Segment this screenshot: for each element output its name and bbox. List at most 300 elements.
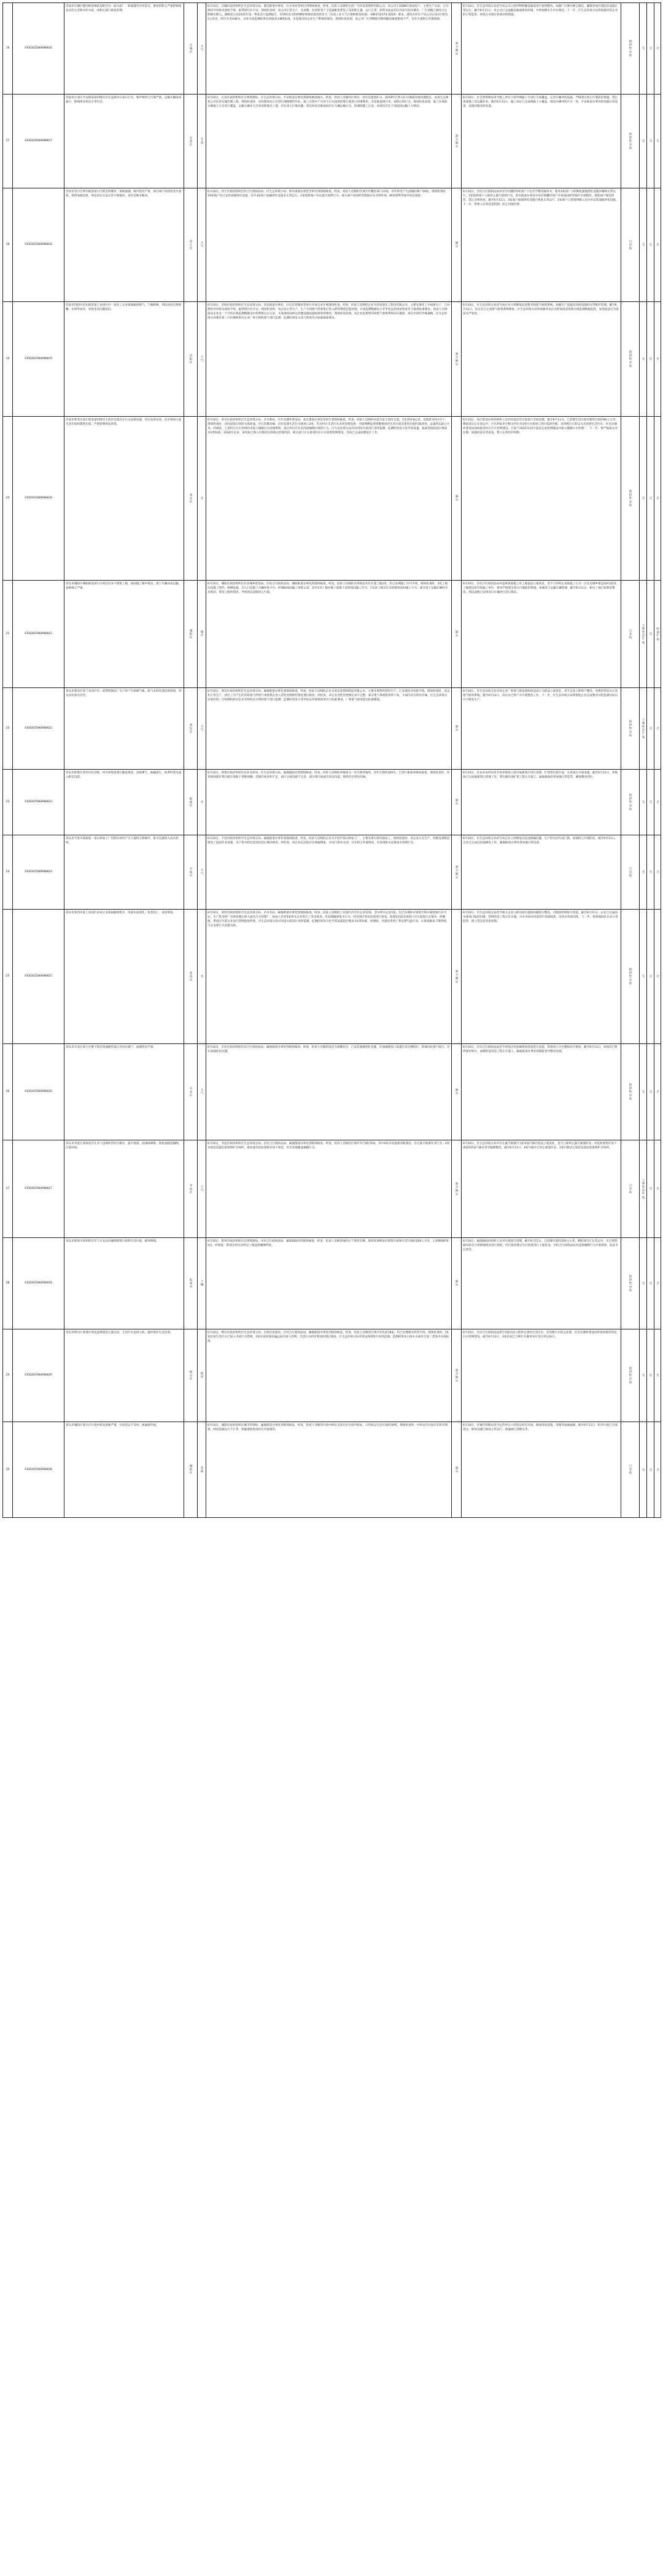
complaint-content-text: 青岛市市北区某小区楼下饭店排油烟管道正对居民窗户，油烟扰民严重。: [66, 1046, 157, 1049]
investigation-result: [206, 835, 452, 909]
truth-status: [452, 688, 462, 769]
truth-status: [452, 1044, 462, 1140]
complaint-content-text: 青岛市崂山区某景区周边违规建设大量民宿，生活污水直排入海，破坏海洋生态环境。: [66, 1331, 173, 1334]
interview-count: [654, 910, 661, 1043]
pollution-type-text: 大气: [200, 45, 204, 52]
row-number: [3, 688, 13, 769]
interview-count-text: 无: [656, 139, 659, 143]
interview-count: [654, 1140, 661, 1237]
administrative-area: [184, 3, 198, 94]
petition-code: [13, 688, 64, 769]
interview-count: [654, 770, 661, 835]
row-number: [3, 188, 13, 301]
rectify-status-text: 阶段性办结: [629, 133, 632, 150]
pollution-type-text: 噪声: [200, 630, 204, 638]
handling-rectification: [462, 3, 621, 94]
interview-count-text: 无: [656, 1282, 659, 1285]
complaint-content: [64, 3, 184, 94]
investigation-result-text: 6月10日，莱西市政府组织市生态环境分局、市水务局、属地街道办事处到现场核查。经查，投诉人反映的工业园区内共有企业12家，其中涉水企业5家，均已办理环评审批手续并取得排污许可证，生产废水经厂内预处理后排入园区污水处理厂。执法人员对5家涉水企业进行了突击夜查，未发现偷排废水行为。经对园区周边河道进行排查，发现1处雨水排放口存在混接污水情况，经溯源，系园区内某企业雨污管网混接所致。市生态环境分局对河道水质进行采样监测，监测结果显示化学需氧量超过地表水Ⅴ类标准。经调查，河道鱼类死亡系近期气温升高、水体溶解氧下降所致，与企业排污无直接关联。: [207, 911, 449, 928]
row-number-text: 28: [6, 1282, 10, 1285]
investigation-result-text: 6月10日，历城区政府组织区生态环境分局、港沟街道办事处、区水务局等单位到现场核查。经查，投诉人反映的水泥厂为济南某建材有限公司，该公司于2008年建成投产，主要生产水泥，已办理环评审批及验收手续，取得排污许可证。现场检查时，该公司正常生产，水泥磨、包装机等产尘设备配套建设了布袋除尘器，运行正常；原料及成品均在封闭车间内储存，厂区道路已硬化并定期洒水降尘。调阅该公司2025年第一季度自行监测报告，有组织及无组织颗粒物排放浓度均符合《水泥工业大气污染物排放标准》（DB37/2373-2018）要求。港沟水库位于该公司东南方向约1.2公里处，经区水务局核实，水库水质监测结果达到地表水Ⅲ类标准，未发现受该企业生产影响的情况。现场检查发现，该公司厂区西侧部分物料输送廊道密闭不严，存在少量粉尘外逸现象。: [207, 5, 449, 21]
truth-status-text: 部分属实: [455, 1182, 459, 1196]
petition-code: [13, 95, 64, 188]
complaint-content-text: 青岛市城阳区某社区垃圾中转站臭味严重，垃圾清运不及时，渗滤液外流。: [66, 1424, 159, 1427]
table-row: [3, 835, 661, 910]
complaint-content: [64, 1238, 184, 1329]
penalty-count-text: 立案处罚1家: [642, 624, 645, 644]
complaint-content: [64, 910, 184, 1043]
petition-code-text: X3SD2025060900029: [25, 1374, 52, 1377]
detention-count: [647, 1140, 654, 1237]
penalty-count-text: 无: [642, 47, 645, 50]
truth-status: [452, 1422, 462, 1517]
pollution-type-text: 大气: [200, 868, 204, 876]
handling-rectification-text: 6月10日，区综合行政执法局对违规夜间施工的工地依法立案查处，责令立即停止夜间施工行为；区住房城乡建设局约谈2处工地建设单位和施工单位，要求严格落实扬尘污染防治措施，加强渣土运输车辆管理。截至6月11日，相关工地已按要求整改，周边道路已安排清扫车辆进行清扫保洁。: [463, 582, 617, 595]
row-number: [3, 1422, 13, 1517]
petition-code: [13, 188, 64, 301]
investigation-result-text: 6月10日，李沧区政府组织区生态环境分局、区综合行政执法局、属地街道办事处到现场核查。经查，投诉人反映的区域共有汽修店6家，其中4家未设置密闭喷漆房，存在露天喷漆作业行为；2家未规范设置危险废物贮存场所，废机油等危险废物存放不规范，但未发现随意倾倒行为。: [207, 1142, 450, 1150]
row-number-text: 16: [6, 47, 10, 50]
administrative-area-text: 胶州市: [189, 1278, 193, 1289]
penalty-count: [640, 581, 647, 687]
interview-count-text: 无: [656, 800, 659, 804]
investigation-result: [206, 1422, 452, 1517]
rectify-status: [621, 688, 640, 769]
rectify-status-text: 阶段性办结: [629, 40, 632, 57]
interview-count-text: 无: [656, 497, 659, 500]
interview-count: [654, 417, 661, 580]
administrative-area-text: 长清区: [189, 136, 193, 147]
penalty-count: [640, 417, 647, 580]
investigation-result-text: 6月10日，平度市政府组织市生态环境分局、属地街道办事处到现场核查。经查，投诉人反映的企业为平度市某石材加工厂，主要从事石材切割加工。现场检查时，该企业正在生产，切割设备配套建设了湿法作业设施，生产废水经沉淀池沉淀后循环使用。经检查，该企业沉淀池存在渗漏现象，车间门窗未关闭，存在粉尘外逸情况，未发现废水直排雨水管网行为。: [207, 837, 450, 845]
complaint-content: [64, 1329, 184, 1421]
row-number-text: 25: [6, 975, 10, 978]
petition-code: [13, 1044, 64, 1140]
detention-count: [647, 910, 654, 1043]
interview-count-text: 无: [656, 1374, 659, 1377]
rectify-status-text: 阶段性办结: [629, 490, 632, 507]
rectify-status-text: 已办结: [629, 1464, 632, 1475]
investigation-result-text: 6月10日，城阳区政府组织区住房城乡建设局、区综合行政执法局、城阳街道办事处到现场核查。经查，投诉人反映的区域周边共有在建工地2处，均已办理施工许可手续。现场检查时，2处工地均设置了围挡、喷淋设施，出入口设置了车辆冲洗平台。经调取夜间施工审批记录，其中1处工地办理了混凝土浇筑夜间施工许可，另1处工地存在未经批准夜间施工行为；部分渣土运输车辆存在未密闭、带泥上路的情况，导致周边道路扬尘污染。: [207, 582, 448, 595]
penalty-count-text: 无: [642, 139, 645, 143]
detention-count: [647, 95, 654, 188]
handling-rectification-text: 6月10日，区生态环境分局责令该企业立即修复危废暂存间废气收集系统，加强生产设施及环保设施的日常维护管理。截至6月11日，该企业已完成废气收集系统修复。区生态环境分局将加强对该企业的夜间巡查和在线监测数据监控，发现违法行为依法从严查处。: [463, 304, 619, 316]
handling-rectification-text: 6月10日，市生态环境分局责令相关企业立即对雨污混接问题进行整改，对混接管网进行改造。截至6月11日，企业已完成雨水排放口临时封堵，管网改造工程正在实施。市水务局对河道进行清淤疏浚，改善水体流动性。下一步，将加强园区企业日常监管，建立常态化夜查机制。: [463, 911, 618, 924]
petition-code: [13, 1422, 64, 1517]
row-number-text: 21: [6, 632, 10, 636]
complaint-content-text: 青岛市即墨区某村村民反映，村内养殖场粪污随意排放，臭味熏天，蚊蝇滋生，雨季时粪水流入附近沟渠。: [66, 772, 182, 779]
administrative-area-text: 即墨区: [189, 797, 193, 808]
truth-status-text: 部分属实: [455, 134, 459, 149]
row-number: [3, 910, 13, 1043]
interview-count: [654, 1044, 661, 1140]
rectify-status: [621, 1238, 640, 1329]
complaint-content-text: 济南市历城区港沟街道神武泉附近有一座水泥厂，距离港沟水库较近，排放的粉尘严重影响周边居民生活和水库水质，请相关部门核查处理。: [66, 5, 182, 13]
rectify-status-text: 阶段性办结: [629, 720, 632, 737]
petition-code-text: X3SD2025060900027: [25, 1187, 52, 1191]
investigation-result-text: 6月10日，黄岛区政府组织区生态环境分局、属地街道办事处到现场核查。经查，投诉人反映的企业为青岛某塑料制品有限公司，主要从事塑料管材生产，已办理环评审批手续。现场检查时，该企业正常生产，挤出工序产生的有机废气经集气罩收集后进入活性炭吸附装置处理后排放。经检查，该企业活性炭更换记录不完整，部分集气罩收集效率不高，车间内存在明显异味。区生态环境分局委托第三方检测机构对企业有组织及无组织废气进行监测，监测结果显示非甲烷总烃排放浓度符合标准要求，厂界臭气浓度超过标准限值。: [207, 690, 450, 702]
investigation-result-text: 6月10日，城阳区政府组织区城市管理局、属地街道办事处到现场核查。经查，投诉人反映的垃圾中转站为某社区垃圾中转站，日均转运生活垃圾约30吨。现场检查时，中转站内垃圾存在积存现象，除臭设施运行不正常，渗滤液收集池存在外溢情况。: [207, 1424, 448, 1432]
rectify-status-text: 已办结: [629, 1183, 632, 1194]
rectify-status: [621, 1140, 640, 1237]
pollution-type: [198, 1329, 206, 1421]
complaint-content-text: 青岛市城阳区城阳街道某小区周边有多个建筑工地，夜间施工噪声扰民，渣土车辆昼夜运输，道路扬尘严重。: [66, 582, 182, 590]
investigation-result: [206, 910, 452, 1043]
administrative-area-text: 城阳区: [189, 1464, 193, 1475]
row-number: [3, 1044, 13, 1140]
penalty-count-text: 无: [642, 800, 645, 804]
penalty-count-text: 无: [642, 1282, 645, 1285]
pollution-type-text: 大气: [200, 1088, 204, 1096]
interview-count: [654, 1329, 661, 1421]
row-number: [3, 302, 13, 416]
detention-count-text: 无: [649, 800, 653, 804]
complaint-content-text: 济南市章丘区明水街道某小区附近的餐饮一条街油烟、噪声扰民严重，部分商户夜间营业至凌晨，烧烤油烟直排，周边居民无法正常开窗通风，多次反映未解决。: [66, 190, 182, 198]
pollution-type: [198, 581, 206, 687]
petition-code: [13, 3, 64, 94]
row-number: [3, 581, 13, 687]
penalty-count-text: 无: [642, 497, 645, 500]
handling-rectification: [462, 1329, 621, 1421]
interview-count: [654, 1422, 661, 1517]
rectify-status-text: 已办结: [629, 239, 632, 250]
detention-count: [647, 417, 654, 580]
truth-status: [452, 3, 462, 94]
investigation-result: [206, 581, 452, 687]
penalty-count-text: 无: [642, 1468, 645, 1472]
row-number-text: 19: [6, 357, 10, 361]
administrative-area: [184, 581, 198, 687]
penalty-count: [640, 835, 647, 909]
table-row: [3, 1238, 661, 1329]
administrative-area: [184, 1140, 198, 1237]
penalty-count: [640, 1422, 647, 1517]
truth-status-text: 部分属实: [455, 969, 459, 984]
row-number-text: 26: [6, 1090, 10, 1094]
table-row: [3, 1044, 661, 1140]
investigation-result: [206, 95, 452, 188]
administrative-area-text: 李沧区: [189, 1183, 193, 1194]
administrative-area: [184, 1044, 198, 1140]
rectify-status-text: 阶段性办结: [629, 794, 632, 811]
petition-code: [13, 302, 64, 416]
investigation-result: [206, 3, 452, 94]
investigation-result-text: 6月10日，崂山区政府组织区生态环境分局、区海洋发展局、区综合行政执法局、属地街道办事处到现场核查。经查，投诉人反映的区域共有民宿18家，均已办理相关经营手续。现场检查时，15家民宿生活污水已接入市政污水管网，3家民宿因地处偏远尚未接入管网，生活污水经化粪池处理后排放。区生态环境分局对周边海域进行采样监测，监测结果显示海水水质符合第二类海水水质标准。: [207, 1331, 449, 1344]
interview-count-text: 无: [656, 1187, 659, 1191]
administrative-area-text: 崂山区: [189, 1370, 193, 1381]
administrative-area-text: 市北区: [189, 1086, 193, 1097]
interview-count-text: 无: [656, 727, 659, 730]
truth-status-text: 属实: [455, 495, 459, 502]
interview-count: [654, 835, 661, 909]
truth-status: [452, 581, 462, 687]
rectify-status: [621, 417, 640, 580]
row-number: [3, 3, 13, 94]
detention-count: [647, 688, 654, 769]
handling-rectification-text: 6月10日，区综合行政执法局责令3家民宿立即停止排放生活污水，采用吸污车转运处理。区住房城乡建设局将加快推进周边污水管网建设。截至6月11日，3家民宿已与吸污车服务单位签订转运协议。: [463, 1331, 617, 1339]
rectify-status: [621, 581, 640, 687]
petition-code-text: X3SD2025060900022: [25, 727, 52, 730]
penalty-count: [640, 302, 647, 416]
handling-rectification-text: 6月10日，市生态环境分局责令该企业立即修复沉淀池渗漏问题，生产时关闭车间门窗，加强粉尘污染防治。截至6月11日，企业已完成沉淀池修复工作。属地街道办事处将加强日常巡查。: [463, 837, 618, 845]
petition-code-text: X3SD2025060900018: [25, 243, 52, 247]
petition-code-text: X3SD2025060900020: [25, 497, 52, 500]
table-row: [3, 581, 661, 688]
detention-count-text: 无: [649, 727, 653, 730]
truth-status-text: 部分属实: [455, 865, 459, 880]
detention-count-text: 无: [649, 870, 653, 874]
investigation-result-text: 6月10日，长清区政府组织区自然资源局、区生态环境分局、平安街道办事处到现场调查核实。经查，投诉人反映的区域为一处历史遗留矿山，2019年已列入矿山地质环境治理项目，由某生态修复公司负责实施治理工程。现场检查时，该治理项目正在进行削坡整形作业，施工过程中产生的土石方按照治理方案进行回填利用，未发现违规开采、销售石料行为。现场检查发现，施工区域部分裸露土方未进行覆盖，运输车辆未完全冲洗即驶出工地，存在扬尘污染问题；周边村民反映夜间存在车辆运输行为，经调阅施工记录，该项目存在个别夜间运输土方情况。: [207, 96, 449, 109]
detention-count: [647, 581, 654, 687]
penalty-count-text: 无: [642, 870, 645, 874]
truth-status: [452, 770, 462, 835]
administrative-area-text: 黄岛区: [189, 723, 193, 734]
complaint-content: [64, 1422, 184, 1517]
handling-rectification: [462, 188, 621, 301]
detention-count: [647, 835, 654, 909]
interview-count-text: 约谈2家: [656, 627, 659, 641]
interview-count: [654, 302, 661, 416]
pollution-type: [198, 302, 206, 416]
handling-rectification: [462, 302, 621, 416]
truth-status: [452, 188, 462, 301]
rectify-status: [621, 3, 640, 94]
truth-status-text: 属实: [455, 630, 459, 638]
pollution-type-text: 生态: [200, 137, 204, 145]
row-number-text: 24: [6, 870, 10, 874]
administrative-area: [184, 1329, 198, 1421]
truth-status-text: 部分属实: [455, 41, 459, 56]
truth-status: [452, 95, 462, 188]
complaint-content: [64, 302, 184, 416]
petition-code: [13, 770, 64, 835]
penalty-count: [640, 688, 647, 769]
investigation-result: [206, 1329, 452, 1421]
investigation-result: [206, 302, 452, 416]
interview-count: [654, 581, 661, 687]
row-number: [3, 1238, 13, 1329]
administrative-area-text: 莱芜区: [189, 493, 193, 504]
table-row: [3, 1422, 661, 1518]
pollution-type-text: 大气: [200, 241, 204, 249]
pollution-type: [198, 417, 206, 580]
table-row: [3, 3, 661, 95]
complaint-content-text: 青岛市胶州市某村附近有人在农田内倾倒建筑垃圾和生活垃圾，破坏耕地。: [66, 1240, 159, 1243]
pollution-type-text: 大气: [200, 1185, 204, 1193]
table-row: [3, 417, 661, 581]
investigation-result: [206, 1044, 452, 1140]
penalty-count: [640, 3, 647, 94]
handling-rectification: [462, 1238, 621, 1329]
handling-rectification: [462, 770, 621, 835]
document-sheet: [2, 2, 661, 2574]
handling-rectification: [462, 688, 621, 769]
detention-count: [647, 770, 654, 835]
administrative-area: [184, 835, 198, 909]
truth-status: [452, 835, 462, 909]
rectify-status: [621, 302, 640, 416]
row-number-text: 20: [6, 497, 10, 500]
row-number-text: 22: [6, 727, 10, 730]
interview-count-text: 无: [656, 357, 659, 361]
penalty-count: [640, 188, 647, 301]
pollution-type-text: 土壤: [200, 1280, 204, 1287]
detention-count-text: 无: [649, 1187, 653, 1191]
penalty-count: [640, 770, 647, 835]
handling-rectification-text: 6月10日，区农业农村局责令该养殖场立即对溢流粪污进行清理，扩建粪污储存池，完善雨污分流设施。截至6月11日，养殖场已完成溢流粪污清理工作，粪污储存池扩建工程正在施工。属地镇政府将加强日常监管，确保整改到位。: [463, 772, 618, 779]
investigation-result: [206, 770, 452, 835]
penalty-count: [640, 95, 647, 188]
detention-count-text: 无: [649, 139, 653, 143]
petition-code: [13, 417, 64, 580]
row-number-text: 29: [6, 1374, 10, 1377]
detention-count-text: 无: [649, 632, 653, 636]
pollution-type: [198, 835, 206, 909]
complaint-content: [64, 581, 184, 687]
handling-rectification: [462, 581, 621, 687]
interview-count-text: 无: [656, 1090, 659, 1094]
truth-status-text: 属实: [455, 725, 459, 732]
handling-rectification-text: 6月10日，区生态环境分局对该企业厂界臭气浓度超标的违法行为依法立案查处，责令企业立即停产整改，更换活性炭并完善废气收集系统。截至6月11日，该企业已停产并开展整改工作。下一步，区生态环境分局将督促企业完成整改并经监测达标后方可恢复生产。: [463, 690, 618, 702]
interview-count-text: 无: [656, 870, 659, 874]
petition-code: [13, 1238, 64, 1329]
table-row: [3, 910, 661, 1044]
rectify-status-text: 阶段性办结: [629, 1083, 632, 1100]
interview-count-text: 无: [656, 1468, 659, 1472]
administrative-area-text: 章丘区: [189, 239, 193, 250]
rectify-status: [621, 770, 640, 835]
petition-code-text: X3SD2025060900023: [25, 800, 52, 804]
administrative-area-text: 莱西市: [189, 971, 193, 982]
truth-status-text: 属实: [455, 799, 459, 806]
rectify-status: [621, 188, 640, 301]
pollution-type: [198, 1422, 206, 1517]
administrative-area: [184, 302, 198, 416]
row-number-text: 17: [6, 139, 10, 143]
administrative-area: [184, 417, 198, 580]
complaint-content: [64, 835, 184, 909]
detention-count: [647, 302, 654, 416]
petition-code-text: X3SD2025060900026: [25, 1090, 52, 1094]
investigation-result-text: 6月10日，章丘区政府组织区综合行政执法局、区生态环境分局、明水街道办事处等单位到现场核查。经查，投诉人反映的区域共有餐饮商户23家，其中涉及产生油烟的商户19家。现场检查时，19家商户均已安装油烟净化设施，其中3家商户油烟净化设施未正常运行，2家烧烤商户存在露天烧烤行为；部分商户夜间经营期间存在音响外放、顾客喧哗等噪声扰民现象。: [207, 190, 449, 198]
pollution-type-text: 水: [200, 800, 204, 804]
truth-status-text: 部分属实: [455, 352, 459, 366]
handling-rectification: [462, 910, 621, 1043]
petition-code-text: X3SD2025060900030: [25, 1468, 52, 1471]
handling-rectification: [462, 1422, 621, 1517]
table-row: [3, 188, 661, 302]
penalty-count: [640, 910, 647, 1043]
penalty-count: [640, 1140, 647, 1237]
administrative-area: [184, 770, 198, 835]
administrative-area: [184, 1238, 198, 1329]
pollution-type-text: 水: [200, 497, 204, 500]
handling-rectification: [462, 417, 621, 580]
detention-count: [647, 188, 654, 301]
rectify-status-text: 已办结: [629, 629, 632, 640]
row-number-text: 23: [6, 800, 10, 804]
investigation-result-text: 6月10日，莱芜区政府组织区生态环境分局、区水利局、区住房城乡建设局、高庄街道办事处等单位到现场核查。经查，投诉人反映的河道为某小清河支流，全长约6.8公里，沿线涉及村庄5个。现场检查时，该河道部分河段水体浑浊，存在轻微异味，沿岸发现生活污水排放口3处，均为村庄生活污水未经处理直排；河道两侧发现零散堆放的生活垃圾及建筑垃圾约30余处，总量约120立方米。经调查，上述村庄污水管网尚未接入城镇污水处理系统，部分村民存在向河道倾倒垃圾的行为。区生态环境分局对该河段水质进行采样监测，监测结果显示化学需氧量、氨氮等指标超过地表水Ⅴ类标准。2024年以来，该河段已纳入区级河长制重点治理河段，相关部门正在推进村庄污水收集管网建设，目前已完成前期设计工作。: [207, 419, 450, 435]
pollution-type-text: 其他: [200, 1466, 204, 1474]
interview-count: [654, 1238, 661, 1329]
pollution-type: [198, 95, 206, 188]
penalty-count-text: 无: [642, 975, 645, 978]
row-number-text: 30: [6, 1468, 10, 1471]
interview-count-text: 无: [656, 975, 659, 978]
interview-count: [654, 188, 661, 301]
row-number: [3, 95, 13, 188]
truth-status: [452, 910, 462, 1043]
row-number: [3, 770, 13, 835]
interview-count: [654, 95, 661, 188]
administrative-area: [184, 910, 198, 1043]
penalty-count-text: 立案处罚1家: [642, 718, 645, 739]
pollution-type: [198, 188, 206, 301]
complaint-content-text: 济南市长清区平安街道某村附近存在违规开山采石行为，噪声和粉尘污染严重，运输车辆昼夜通行，影响周边村民正常生活。: [66, 96, 182, 104]
detention-count: [647, 1329, 654, 1421]
penalty-count: [640, 1238, 647, 1329]
penalty-count-text: 无: [642, 1090, 645, 1094]
detention-count: [647, 1422, 654, 1517]
pollution-type-text: 海洋: [200, 1372, 204, 1379]
handling-rectification: [462, 95, 621, 188]
penalty-count-text: 无: [642, 243, 645, 247]
handling-rectification-text: 6月10日，高庄街道办事处组织人员对河道沿岸垃圾进行全面清理，截至6月11日，已清理生活垃圾及建筑垃圾约80立方米，剩余部分正在清运中。区水利局责令相关村庄对3处污水排放口进行临时封堵，采用吸污车转运方式处理生活污水。区住房城乡建设局加快推进村庄污水管网建设，计划于2025年10月底前完成管网铺设并接入城镇污水处理厂。下一步，将严格落实河长制，加强河道日常巡查，建立长效管护机制。: [463, 419, 619, 435]
rectify-status-text: 阶段性办结: [629, 1367, 632, 1384]
administrative-area-text: 城阳区: [189, 629, 193, 640]
petition-code-text: X3SD2025060900017: [25, 139, 52, 143]
investigation-result: [206, 188, 452, 301]
truth-status-text: 属实: [455, 1088, 459, 1096]
petition-code: [13, 581, 64, 687]
detention-count: [647, 1238, 654, 1329]
rectify-status: [621, 95, 640, 188]
investigation-result: [206, 417, 452, 580]
penalty-count: [640, 1044, 647, 1140]
detention-count-text: 无: [649, 497, 653, 500]
pollution-type: [198, 770, 206, 835]
detention-count-text: 无: [649, 357, 653, 361]
detention-count-text: 无: [649, 1090, 653, 1094]
handling-rectification-text: 6月10日，属地镇政府组织人员对垃圾进行清理，截至6月11日，已清理垃圾约150立方米，剩余部分正在清运中。市自然资源局将对占用耕地情况进行调查，待垃圾清理完毕后督促进行土地复垦。市综合行政执法局对违规倾倒行为开展调查，依法予以查处。: [463, 1240, 618, 1252]
pollution-type: [198, 910, 206, 1043]
complaint-content-text: 青岛市黄岛区某工业园区内一家塑料制品厂生产时产生刺鼻气味，废气未经处理直接排放，周边居民深受其害。: [66, 690, 182, 698]
complaint-content-text: 青岛市平度市某街道一家石材加工厂切割石材时产生大量粉尘和噪声，废水直接排入雨水管网。: [66, 837, 179, 845]
investigation-result-text: 6月10日，即墨区政府组织区农业农村局、区生态环境分局、属地镇政府到现场核查。经查，投诉人反映的养殖场为一处生猪养殖场，存栏生猪约300头，已进行畜禽养殖场备案。现场检查时，该养殖场建有粪污储存池和干粪堆放棚，但储存池容积不足，雨污分流设施不完善，部分粪污溢流至周边沟渠，现场存在明显异味。: [207, 772, 450, 779]
handling-rectification: [462, 835, 621, 909]
petition-code: [13, 835, 64, 909]
interview-count: [654, 3, 661, 94]
petition-code-text: X3SD2025060900024: [25, 870, 52, 874]
row-number: [3, 835, 13, 909]
interview-count-text: 无: [656, 243, 659, 247]
pollution-type: [198, 1238, 206, 1329]
interview-count: [654, 688, 661, 769]
handling-rectification: [462, 1044, 621, 1140]
penalty-count-text: 无: [642, 1374, 645, 1377]
complaint-content: [64, 417, 184, 580]
investigation-result-text: 6月10日，市北区政府组织区综合行政执法局、属地街道办事处到现场核查。经查，投诉人反映的饭店为某餐饮店，已安装油烟净化设施，但油烟排放口设置在居民楼低层，距离居民窗户较近，存在油烟扰民问题。: [207, 1046, 450, 1054]
table-row: [3, 1329, 661, 1422]
administrative-area: [184, 95, 198, 188]
rectify-status-text: 阶段性办结: [629, 1275, 632, 1292]
complaint-content-text: 济南市济阳区济北街道某工业园区内一家化工企业夜间偷排废气，气味刺鼻，周边居民出现咳嗽、头晕等症状，反映多次问题依旧。: [66, 304, 182, 312]
administrative-area-text: 平度市: [189, 867, 193, 878]
petition-code-text: X3SD2025060900016: [25, 47, 52, 50]
truth-status-text: 属实: [455, 1466, 459, 1474]
row-number: [3, 1329, 13, 1421]
complaint-content-text: 青岛市李沧区某街道存在多个违规经营的汽修店，露天喷漆，油漆味刺鼻，废机油随意倾倒，污染环境。: [66, 1142, 182, 1150]
